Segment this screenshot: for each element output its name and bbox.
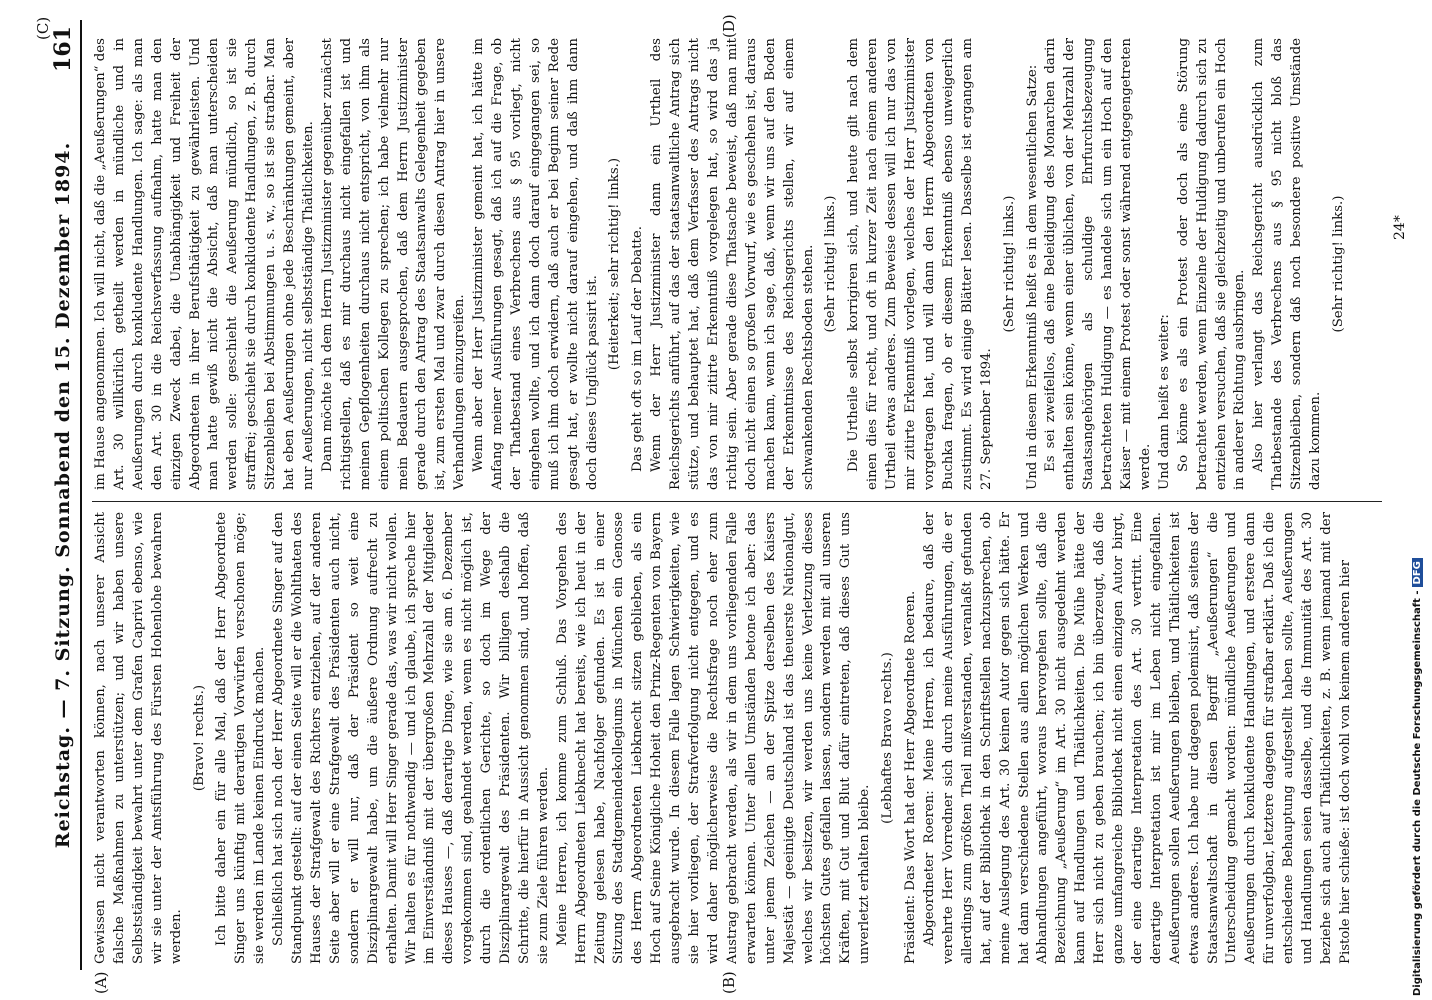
right-column-paragraph: Das geht oft so im Lauf der Debatte. (630, 226, 646, 472)
page-number: 161 (50, 26, 76, 72)
margin-marker-d: (D) (720, 14, 738, 38)
credit-text: Digitalisierung gefördert durch die Deutsche Forschungsgemeinschaft - (1412, 590, 1423, 996)
right-column-paragraph: Dann möchte ich dem Herrn Justizminister gegenüber zunächst richtigstellen, daß es mir durchaus nicht eingefallen ist und meinen Gepflogenheiten durchaus nicht entspricht, von ihm als einem politischen Kollegen zu sprechen; ich habe vielmehr nur mein Bedauern ausgesprochen, daß dem Herrn Justizminister gerade durch den Antrag des Staatsanwalts Gelegenheit gegeben ist, zum ersten Mal und zwar durch diesen Antrag hier in unsere Verhandlungen einzugreifen. (319, 38, 468, 490)
left-column-paragraph: Gewissen nicht verantworten können, nach unserer Ansicht falsche Maßnahmen zu unterstützen; und wir haben unsere Selbstständigkeit bewahrt unter dem Grafen Caprivi ebenso, wie wir sie unter der Amtsführung des Fürsten Hohenlohe bewahren werden. (93, 512, 184, 964)
left-column-paragraph: Schließlich hat sich noch der Herr Abgeordnete Singer auf den Standpunkt gestellt: auf der einen Seite will er die Wohlthaten des Hauses der Strafgewalt des Richters entziehen, auf der anderen Seite aber will er eine Strafgewalt des Präsidenten auch nicht, sondern er will nur, daß der Präsident so weit eine Disziplinargewalt habe, um die äußere Ordnung aufrecht zu erhalten. Damit will Herr Singer gerade das, was wir nicht wollen. Wir halten es für nothwendig — und ich glaube, ich spreche hier im Einverständniß mit der übergroßen Mehrzahl der Mitglieder dieses Hauses —, daß derartige Dinge, wie sie am 6. Dezember vorgekommen sind, geahndet werden, wenn es nicht möglich ist, durch die ordentlichen Gerichte, so doch im Wege der Disziplinargewalt des Präsidenten. Wir billigen deshalb die Schritte, die hierfür in Aussicht genommen sind, und hoffen, daß sie zum Ziele führen werden. (271, 512, 551, 964)
left-column (92, 512, 1382, 964)
left-column-paragraph: Präsident: Das Wort hat der Herr Abgeordnete Roeren. (903, 590, 919, 964)
right-column-paragraph: (Sehr richtig! links.) (1001, 195, 1017, 333)
margin-marker-b: (B) (720, 971, 738, 994)
right-column-paragraph: Die Urtheile selbst korrigiren sich, und heute gilt nach dem einen dies für recht, und oft in kurzer Zeit nach einem anderen Urtheil etwas anderes. Zum Beweise dessen will ich nur das von mir zitirte Erkenntniß vorlegen, welches der Herr Justizminister vorgetragen hat, und will dann den Herrn Abgeordneten von Buchka fragen, ob er diesem Erkenntniß ebenso unweigerlich zustimmt. Es wird einige Blätter lesen. Dasselbe ist ergangen am 27. September 1894. (846, 38, 994, 490)
right-column (92, 38, 1382, 490)
margin-marker-c: (C) (34, 16, 52, 40)
left-column-paragraph: Abgeordneter Roeren: Meine Herren, ich bedaure, daß der verehrte Herr Vorredner sich durch meine Ausführungen, die er allerdings zum größten Theil mißverstanden, veranlaßt gefunden hat, auf der Bibliothek in den Schriftstellen nachzusprechen, ob meine Auslegung des Art. 30 keinen Autor gegen sich hätte. Er hat dann verschiedene Stellen aus allen möglichen Werken und Abhandlungen angeführt, woraus hervorgehen sollte, daß die Bezeichnung „Aeußerung“ im Art. 30 nicht ausgedehnt werden kann auf Handlungen und Thätlichkeiten. Die Mühe hätte der Herr sich nicht zu geben brauchen; ich bin überzeugt, daß die ganze umfangreiche Bibliothek nicht einen einzigen Autor birgt, der eine derartige Interpretation des Art. 30 vertritt. Eine derartige Interpretation ist mir im Leben nicht eingefallen. Aeußerungen sollen Aeußerungen bleiben, und Thätlichkeiten ist etwas anderes. Ich habe nur dagegen polemisirt, daß seitens der Staatsanwaltschaft in diesen Begriff „Aeußerungen“ die Unterscheidung gemacht worden: mündliche Aeußerungen und Aeußerungen durch konkludente Handlungen, und erstere dann für unverfolgbar, letztere dagegen für strafbar erklärt. Daß ich die entschiedene Behauptung aufgestellt haben sollte, Aeußerungen und Handlungen seien dasselbe, und die Immunität des Art. 30 beziehe sich auch auf Thätlichkeiten, z. B. wenn jemand mit der Pistole hier schieße: ist doch wohl von keinem anderen hier (921, 512, 1353, 964)
right-column-paragraph: Es sei zweifellos, daß eine Beleidigung des Monarchen darin enthalten sein könne, wenn einer üblichen, von der Mehrzahl der Staatsangehörigen als schuldige Ehrfurchtsbezeugung betrachteten Huldigung — es handele sich um ein Hoch auf den Kaiser — mit einem Protest oder sonst während entgegengetreten werde. (1043, 38, 1153, 490)
left-column-paragraph: Ich bitte daher ein für alle Mal, daß der Herr Abgeordnete Singer uns künftig mit derartigen Vorwürfen verschonen möge; sie werden im Lande keinen Eindruck machen. (214, 512, 268, 964)
right-column-paragraph: Und dann heißt es weiter: (1156, 314, 1172, 490)
dfg-logo: DFG (1412, 558, 1423, 587)
right-column-paragraph: Also hier verlangt das Reichsgericht ausdrücklich zum Thatbestande des Verbrechens aus § 95 nicht bloß das Sitzenbleiben, sondern daß noch besondere positive Umstände dazu kommen. (1251, 38, 1324, 490)
right-column-paragraph: im Hause angenommen. Ich will nicht, daß die „Aeußerungen“ des Art. 30 willkürlich getheilt werden in mündliche und in Aeußerungen durch konkludente Handlungen. Ich sage: als man den Art. 30 in die Reichsverfassung aufnahm, hatte man den einzigen Zweck dabei, die Unabhängigkeit und Freiheit der Abgeordneten in ihrer Berufsthätigkeit zu gewährleisten. Und man hatte gewiß nicht die Absicht, daß man unterscheiden werden solle: geschieht die Aeußerung mündlich, so ist sie straffrei; geschieht sie durch konkludente Handlungen, z. B. durch Sitzenbleiben bei Abstimmungen u. s. w., so ist sie strafbar. Man hat eben Aeußerungen ohne jede Beschränkungen gemeint, aber nur Aeußerungen, nicht selbstständige Thätlichkeiten. (93, 38, 316, 490)
right-column-paragraph: Wenn aber der Herr Justizminister gemeint hat, ich hätte im Anfang meiner Ausführungen gesagt, daß ich auf die Frage, ob der Thatbestand eines Verbrechens aus § 95 vorliegt, nicht eingehen wollte, und ich dann doch darauf eingegangen sei, so muß ich ihm doch erwidern, daß auch er bei Beginn seiner Rede gesagt hat, er wollte nicht darauf eingehen, und daß ihm dann doch dieses Unglück passirt ist. (471, 38, 600, 490)
page-header (46, 20, 82, 970)
right-column-paragraph: (Sehr richtig! links.) (1331, 195, 1346, 333)
running-title: Reichstag. — 7. Sitzung. Sonnabend den 15. Dezember 1894. (52, 141, 74, 849)
right-column-paragraph: (Sehr richtig! links.) (823, 195, 839, 333)
left-column-paragraph: (Bravo! rechts.) (191, 684, 207, 792)
signature-mark: 24* (1392, 215, 1408, 240)
digitization-credit (1412, 558, 1423, 996)
left-column-paragraph: Meine Herren, ich komme zum Schluß. Das Vorgehen des Herrn Abgeordneten Liebknecht hat bereits, wie ich heut in der Zeitung gelesen habe, Nachfolger gefunden. Es ist in einer Sitzung des Stadtgemeindekollegiums in München ein Genosse des Herrn Abgeordneten Liebknecht sitzen geblieben, als ein Hoch auf Seine Königliche Hoheit den Prinz-Regenten von Bayern ausgebracht wurde. In diesem Falle lagen Schwierigkeiten, wie sie hier vorliegen, der Strafverfolgung nicht entgegen, und es wird daher möglicherweise die Rechtsfrage noch eher zum Austrag gebracht werden, als wir in dem uns vorliegenden Falle erwarten können. Unter allen Umständen betone ich aber: das unter jenem Zeichen — an der Spitze derselben des Kaisers Majestät — geeinigte Deutschland ist das theuerste Nationalgut, welches wir besitzen, wir werden uns keine Verletzung dieses höchsten Gutes gefallen lassen, sondern werden mit all unseren Kräften, mit Gut und Blut dafür eintreten, daß dieses Gut uns unverletzt erhalten bleibe. (554, 512, 873, 964)
left-column-paragraph: (Lebhaftes Bravo rechts.) (880, 652, 896, 824)
right-column-paragraph: Wenn der Herr Justizminister dann ein Urtheil des Reichsgerichts anführt, auf das der staatsanwaltliche Antrag sich stütze, und behauptet hat, daß dem Verfasser des Antrags nicht das von mir zitirte Erkenntniß vorgelegen hat, so wird das ja richtig sein. Aber gerade diese Thatsache beweist, daß man mit doch nicht einen so großen Vorwurf, wie es geschehen ist, daraus machen kann, wenn ich sage, daß, wenn wir uns auf den Boden der Erkenntnisse des Reichsgerichts stellen, wir auf einem schwankenden Rechtsboden stehen. (649, 38, 816, 490)
column-divider (92, 501, 1382, 502)
right-column-paragraph: So könne es als ein Protest oder doch als eine Störung betrachtet werden, wenn Einzelne der Huldigung dadurch sich zu entziehen versuchen, daß sie gleichzeitig und unberufen ein Hoch in anderer Richtung ausbringen. (1175, 38, 1248, 490)
right-column-paragraph: (Heiterkeit; sehr richtig! links.) (607, 157, 623, 371)
right-column-paragraph: Und in diesem Erkenntniß heißt es in dem wesentlichen Satze: (1024, 64, 1040, 490)
margin-marker-a: (A) (92, 971, 110, 994)
